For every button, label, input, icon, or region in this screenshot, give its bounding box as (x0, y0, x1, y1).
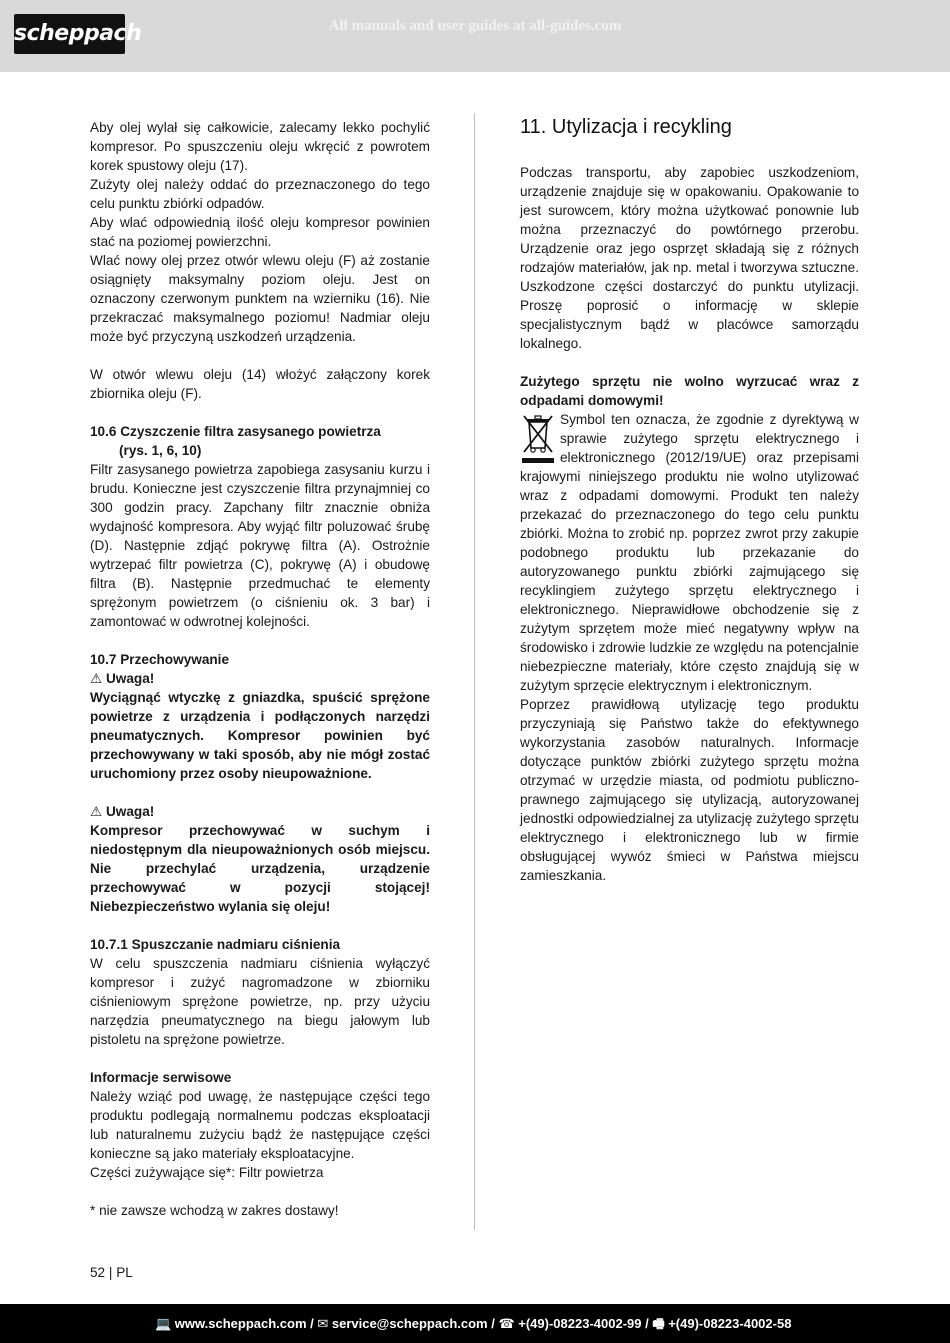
left-column (90, 118, 430, 1220)
paragraph: Aby wlać odpowiednią ilość oleju kompresor powinien stać na poziomej powierzchni. (90, 215, 430, 249)
paragraph: Poprzez prawidłową utylizację tego produktu przyczyniają się Państwo także do efektywnego wykorzystania zasobów naturalnych. Informacje dotyczące punktów zbiórki zużytego sprzętu można otrzymać w urzędzie miasta, od podmiotu publiczno-prawnego zajmującego się utylizacją, autoryzowanej jednostki odpowiedzialnej za utylizację zużytego sprzętu elektrycznego i elektronicznego lub w firmie obsługującej wywóz śmieci w Państwa miejscu zamieszkania. (520, 697, 859, 883)
paragraph: W otwór wlewu oleju (14) włożyć załączony korek zbiornika oleju (F). (90, 367, 430, 401)
scheppach-logo: scheppach (14, 14, 125, 54)
warning-heading: ⚠ Uwaga! (90, 671, 155, 686)
paragraph: Filtr zasysanego powietrza zapobiega zasysaniu kurzu i brudu. Konieczne jest czyszczenie filtra przynajmniej co 300 godzin pracy. Zapchany filtr znacznie obniża wydajność kompresora. Aby wyjąć filtr poluzować śrubę (D). Następnie zdjąć pokrywę filtra (A). Ostrożnie wytrzepać filtr powietrza (C), pokrywę (A) i obudowę filtra (B). Następnie przedmuchać te elementy sprężonym powietrzem (o ciśnieniu ok. 3 bar) i zamontować w odwrotnej kolejności. (90, 462, 430, 629)
warning-text: Wyciągnąć wtyczkę z gniazdka, spuścić sprężone powietrze z urządzenia i podłączonych narzędzi pneumatycznych. Kompresor powinien być przechowywany w taki sposób, aby nie mógł zostać uruchomiony przez osoby nieupoważnione. (90, 690, 430, 781)
footnote: * nie zawsze wchodzą w zakres dostawy! (90, 1203, 339, 1218)
paragraph: Aby olej wylał się całkowicie, zalecamy lekko pochylić kompresor. Po spuszczeniu oleju wkręcić z powrotem korek spustowy oleju (17). (90, 120, 430, 173)
paragraph: Symbol ten oznacza, że zgodnie z dyrektywą w sprawie zużytego sprzętu elektrycznego i elektronicznego (2012/19/UE) oraz przepisami krajowymi niniejszego produktu nie wolno utylizować wraz z odpadami domowymi. Produkt ten należy przekazać do przeznaczonego do tego celu punktu zbiórki. Można to zrobić np. poprzez zwrot przy zakupie podobnego produktu lub przekazanie do autoryzowanego punktu zbiórki zajmującego się recyklingiem zużytego sprzętu elektrycznego i elektronicznego. Nieprawidłowe obchodzenie się z zużytym sprzętem może mieć negatywny wpływ na środowisko i zdrowie ludzkie ze względu na potencjalnie niebezpieczne materiały, które często znajdują się w zużytym sprzęcie elektrycznym i elektronicznym. (520, 412, 859, 693)
contact-line: 💻 www.scheppach.com / ✉ service@scheppach.com / ☎ +(49)-08223-4002-99 / 🖷 +(49)-08223-4002-58 (155, 1316, 792, 1331)
paragraph: Należy wziąć pod uwagę, że następujące części tego produktu podlegają normalnemu podczas eksploatacji lub naturalnemu zużyciu bądź że następujące części konieczne są jako materiały eksploatacyjne. (90, 1089, 430, 1161)
paragraph: Części zużywające się*: Filtr powietrza (90, 1165, 324, 1180)
section-title-11: 11. Utylizacja i recykling (520, 116, 732, 138)
section-heading-10-6-ref: (rys. 1, 6, 10) (119, 443, 202, 458)
section-heading-10-7-1: 10.7.1 Spuszczanie nadmiaru ciśnienia (90, 937, 341, 952)
paragraph: Podczas transportu, aby zapobiec uszkodzeniom, urządzenie znajduje się w opakowaniu. Opakowanie to jest surowcem, który można użytkować ponownie lub można przeznaczyć do powtórnego przerobu. Urządzenie oraz jego osprzęt składają się z różnych rodzajów materiałów, jak np. metal i tworzywa sztuczne. Uszkodzone części dostarczyć do punktu utylizacji. Proszę poprosić o informację w sklepie specjalistycznym bądź w placówce samorządu lokalnego. (520, 165, 859, 351)
paragraph: W celu spuszczenia nadmiaru ciśnienia wyłączyć kompresor i zużyć nagromadzone w zbiorniku ciśnieniowym sprężone powietrze, np. przy użyciu narzędzia pneumatycznego na biegu jałowym lub pistoletu na sprężone powietrze. (90, 956, 430, 1047)
paragraph: Zużyty olej należy oddać do przeznaczonego do tego celu punktu zbiórki odpadów. (90, 177, 430, 211)
service-info-heading: Informacje serwisowe (90, 1070, 232, 1085)
warning-heading: ⚠ Uwaga! (90, 804, 155, 819)
waste-heading: Zużytego sprzętu nie wolno wyrzucać wraz z odpadami domowymi! (520, 374, 859, 408)
weee-block (520, 410, 859, 695)
page-number: 52 | PL (90, 1265, 133, 1280)
watermark: All manuals and user guides at all-guides.com (328, 18, 622, 34)
section-heading-10-6: 10.6 Czyszczenie filtra zasysanego powietrza (90, 424, 381, 439)
paragraph: Wlać nowy olej przez otwór wlewu oleju (F) aż zostanie osiągnięty maksymalny poziom oleju. Jest on oznaczony czerwonym punktem na wzierniku (16). Nie przekraczać maksymalnego poziomu! Nadmiar oleju może być przyczyną uszkodzeń urządzenia. (90, 253, 430, 344)
column-divider (474, 113, 475, 1230)
warning-text: Kompresor przechowywać w suchym i niedostępnym dla nieupoważnionych osób miejscu. Nie przechylać urządzenia, urządzenie przechowywać w pozycji stojącej! Niebezpieczeństwo wylania się oleju! (90, 823, 430, 914)
section-heading-10-7: 10.7 Przechowywanie (90, 652, 230, 667)
page-header (0, 0, 950, 72)
right-column (520, 113, 859, 885)
crossed-out-wheelie-bin-icon (520, 412, 556, 464)
page-footer (0, 1304, 950, 1343)
